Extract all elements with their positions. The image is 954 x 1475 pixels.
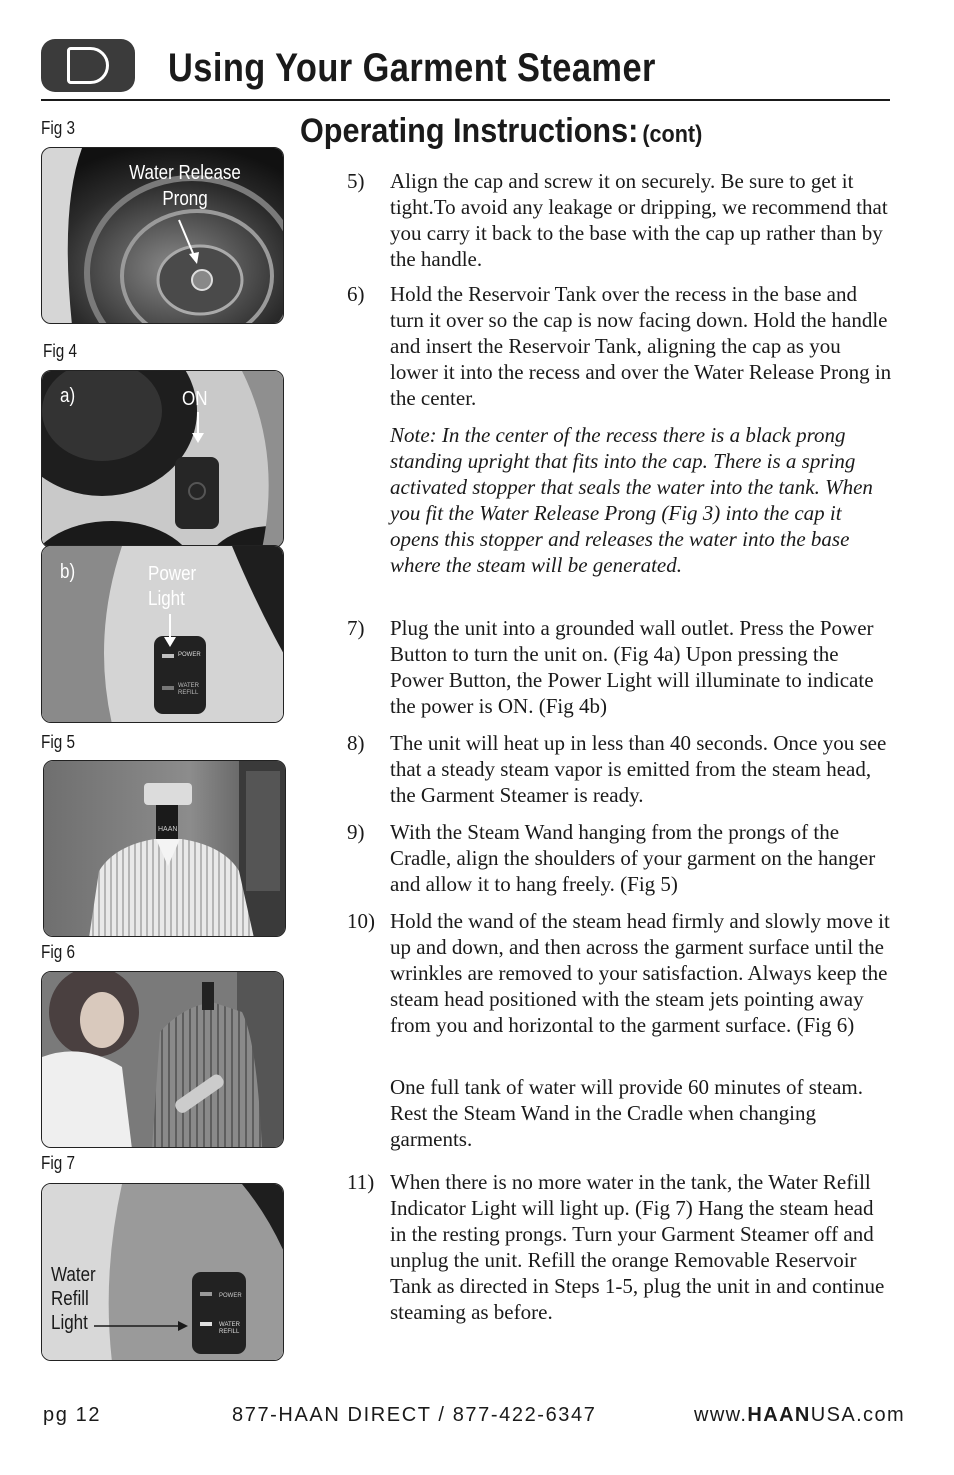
website-suffix: USA.com: [810, 1404, 906, 1426]
fig7-label: Fig 7: [41, 1153, 76, 1173]
section-heading: [300, 112, 702, 151]
section-heading-main: Operating Instructions:: [300, 112, 639, 150]
fig6-label: Fig 6: [41, 942, 76, 962]
fig4a-label: a): [60, 385, 76, 407]
fig4b-callout: Power Light: [148, 563, 197, 610]
step-text: With the Steam Wand hanging from the prongs of the Cradle, align the shoulders of your garment on the hanger and allow it to hang freely. (Fig 5): [390, 820, 876, 896]
fig6-photo: [41, 971, 284, 1148]
step-text: The unit will heat up in less than 40 seconds. Once you see that a steady steam vapor is emitted from the steam head, the Garment Steamer is ready.: [390, 731, 887, 807]
fig4-label: Fig 4: [43, 341, 78, 361]
step-text: Hold the Reservoir Tank over the recess in the base and turn it over so the cap is now facing down. Hold the handle and insert the Reservoir Tank, aligning the cap as you lower it into the recess and over the Water Release Prong in the center.: [390, 282, 892, 410]
fig7-water-text: WATER REFILL: [219, 1322, 240, 1335]
fig3-callout: [113, 160, 258, 212]
step-number: 10): [347, 909, 375, 933]
step-number: 6): [347, 282, 365, 306]
fig7-power-text: POWER: [219, 1293, 242, 1299]
step-text: Hold the wand of the steam head firmly and slowly move it up and down, and then across the garment surface until the wrinkles are removed to your satisfaction. Always keep the steam head positioned with the steam jets pointing away from you and horizontal to the garment surface. (Fig 6): [390, 909, 890, 1037]
tank-duration-paragraph: One full tank of water will provide 60 minutes of steam. Rest the Steam Wand in the Cradle when changing garments.: [390, 1075, 863, 1151]
website-prefix: www.: [694, 1404, 748, 1426]
section-letter-d-icon: [67, 47, 109, 84]
fig5-photo: [43, 760, 286, 937]
page-title: Using Your Garment Steamer: [168, 46, 656, 90]
fig4b-power-text: POWER: [178, 652, 201, 658]
title-divider: [41, 99, 890, 101]
step-number: 11): [347, 1170, 375, 1194]
fig4b-label: b): [60, 561, 76, 583]
fig7-callout: Water Refill Light: [51, 1264, 96, 1334]
fig7-arrow-icon: [94, 1318, 190, 1334]
step-number: 5): [347, 169, 365, 193]
step-number: 7): [347, 616, 365, 640]
fig4a-callout: ON: [182, 388, 208, 410]
fig5-brand-text: HAAN: [158, 826, 178, 833]
footer-website[interactable]: [694, 1404, 905, 1427]
fig4a-photo: [41, 370, 284, 548]
step-number: 9): [347, 820, 365, 844]
fig3-arrow-icon: [175, 218, 205, 266]
website-brand: HAAN: [747, 1404, 811, 1426]
fig5-label: Fig 5: [41, 732, 76, 752]
page-number: pg 12: [43, 1404, 102, 1426]
fig3-callout-text: Water Release Prong: [129, 162, 241, 210]
step-number: 8): [347, 731, 365, 755]
fig4a-arrow-icon: [188, 412, 208, 444]
step-text: Align the cap and screw it on securely. Be sure to get it tight.To avoid any leakage or dripping, we recommend that you carry it back to the base with the cap up rather than by the handle.: [390, 169, 888, 271]
section-heading-suffix: (cont): [642, 121, 703, 148]
fig4b-water-text: WATER REFILL: [178, 683, 199, 696]
fig3-label: Fig 3: [41, 118, 76, 138]
fig4b-arrow-icon: [160, 614, 180, 648]
step-text: Plug the unit into a grounded wall outlet. Press the Power Button to turn the unit on. (Fig 4a) Upon pressing the Power Button, the Power Light will illuminate to indicate the power is ON. (Fig 4b): [390, 616, 874, 718]
footer-phone: 877-HAAN DIRECT / 877-422-6347: [232, 1404, 597, 1426]
step-text: When there is no more water in the tank, the Water Refill Indicator Light will light up. (Fig 7) Hang the steam head in the resting prongs. Turn your Garment Steamer off and unplug the unit. Refill the orange Removable Reservoir Tank as directed in Steps 1-5, plug the unit in and continue steaming as before.: [390, 1170, 885, 1324]
note-paragraph: Note: In the center of the recess there is a black prong standing upright that fits into the cap. There is a spring activated stopper that seals the water into the tank. When you fit the Water Release Prong (Fig 3) into the cap it opens this stopper and releases the water into the base where the steam will be generated.: [390, 423, 873, 577]
